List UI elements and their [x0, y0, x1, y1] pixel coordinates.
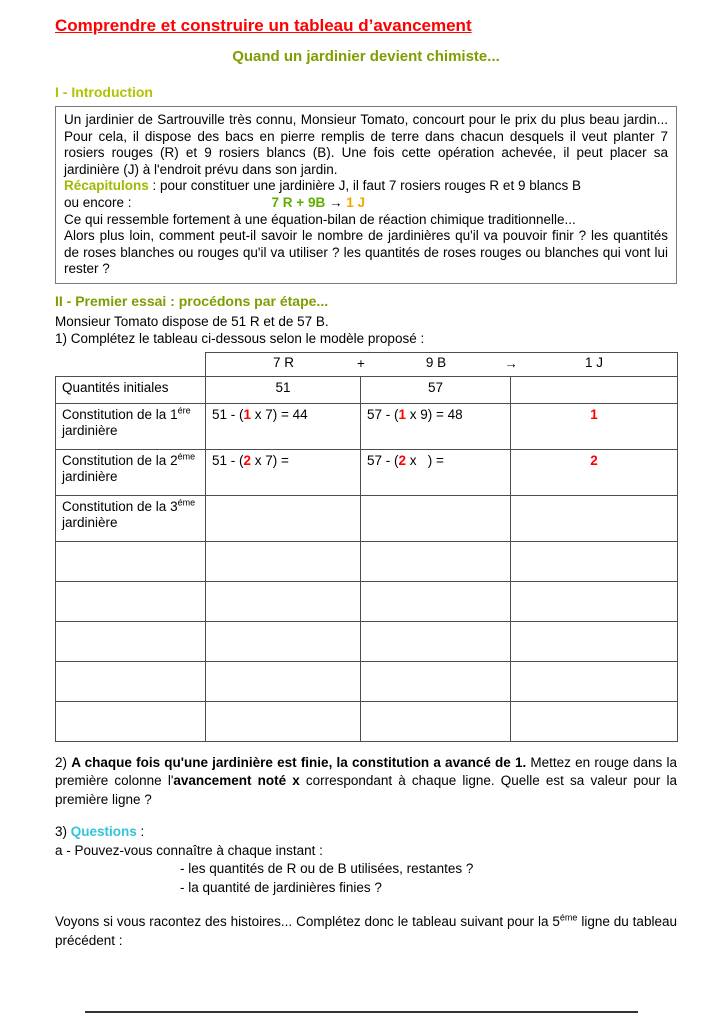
closing-paragraph: Voyons si vous racontez des histoires... Complétez donc le tableau suivant pour la $5^{éme}$ ligne du tableau précédent : [55, 912, 677, 948]
r-value-cell [206, 541, 361, 581]
row-label-cell [56, 541, 206, 581]
recap-line: Récapitulons : pour constituer une jardinière J, il faut 7 rosiers rouges R et 9 blancs B [64, 178, 581, 194]
row-label-cell: Quantités initiales [56, 376, 206, 403]
b-value-cell [361, 621, 511, 661]
table-row [56, 376, 678, 403]
question-3a-line: a - Pouvez-vous connaître à chaque instant : [55, 842, 323, 858]
advancement-table [55, 352, 678, 742]
j-value-cell [511, 541, 678, 581]
row-label-cell [56, 661, 206, 701]
section-heading-premier-essai: II - Premier essai : procédons par étape... [55, 292, 329, 309]
table-row [56, 495, 678, 541]
b-value-cell [361, 581, 511, 621]
document-subtitle: Quand un jardinier devient chimiste... [232, 48, 500, 65]
reaction-equation: 7 R + 9B → 1 J [271, 194, 365, 210]
row-label-cell: Constitution de la $2^{éme}$ jardinière [56, 449, 206, 495]
product-j-header: 1 J [585, 354, 604, 370]
disposition-line: Monsieur Tomato dispose de 51 R et de 57 B. [55, 313, 329, 329]
j-value-cell: 1 [511, 403, 678, 449]
table-row-empty [56, 581, 678, 621]
j-value-cell [511, 581, 678, 621]
plus-operator: + [357, 355, 365, 371]
b-value-cell: 57 - (1 x 9) = 48 [361, 403, 511, 449]
arrow-operator: → [504, 355, 518, 371]
row-label-cell [56, 701, 206, 741]
instruction-line: 1) Complétez le tableau ci-dessous selon le modèle proposé : [55, 331, 425, 347]
b-value-cell [361, 541, 511, 581]
table-row [56, 403, 678, 449]
document-title: Comprendre et construire un tableau d’avancement [55, 16, 472, 35]
j-value-cell [511, 701, 678, 741]
j-value-cell: 2 [511, 449, 678, 495]
r-value-cell [206, 495, 361, 541]
j-value-cell [511, 376, 678, 403]
r-value-cell [206, 621, 361, 661]
table-row-empty [56, 541, 678, 581]
j-value-cell [511, 661, 678, 701]
intro-paragraph-1: Un jardinier de Sartrouville très connu, Monsieur Tomato, concourt pour le prix du plus beau jardin... Pour cela, il dispose des bacs en pierre remplis de terre dans chacun desquels il veut planter 7 rosiers rouges (R) et 9 rosiers blancs (B). Une fois cette opération achevée, il peut placer sa jardinière (J) à l'endroit prévu dans son jardin. [64, 112, 668, 177]
j-value-cell [511, 495, 678, 541]
row-label-cell [56, 581, 206, 621]
introduction-box [55, 106, 677, 284]
equation-header-cell [206, 352, 678, 376]
row-label-cell [56, 621, 206, 661]
table-equation-row [56, 352, 678, 376]
r-value-cell [206, 661, 361, 701]
b-value-cell [361, 495, 511, 541]
equation-line [64, 195, 668, 212]
r-value-cell [206, 581, 361, 621]
table-row [56, 449, 678, 495]
table-row-empty [56, 701, 678, 741]
b-value-cell: 57 [361, 376, 511, 403]
r-value-cell [206, 701, 361, 741]
section-heading-introduction: I - Introduction [55, 84, 153, 100]
reactant-r-header: 7 R [272, 354, 294, 370]
question-3a-item: - la quantité de jardinières finies ? [180, 879, 382, 895]
ou-encore-label: ou encore : [64, 194, 132, 210]
b-value-cell: 57 - (2 x ) = [361, 449, 511, 495]
intro-paragraph-2: Ce qui ressemble fortement à une équation-bilan de réaction chimique traditionnelle... [64, 211, 576, 227]
j-value-cell [511, 621, 678, 661]
row-label-cell: Constitution de la $1^{ére}$ jardinière [56, 403, 206, 449]
question-3a-item: - les quantités de R ou de B utilisées, restantes ? [180, 861, 474, 877]
r-value-cell: 51 - (2 x 7) = [206, 449, 361, 495]
question-3-label: 3) Questions : [55, 824, 145, 840]
r-value-cell: 51 - (1 x 7) = 44 [206, 403, 361, 449]
reactant-b-header: 9 B [425, 354, 447, 370]
next-table-top-border [85, 1011, 638, 1013]
equation-row-spacer-cell [56, 352, 206, 376]
equation-header-segments [206, 355, 677, 371]
r-value-cell: 51 [206, 376, 361, 403]
intro-paragraph-3: Alors plus loin, comment peut-il savoir le nombre de jardinières qu'il va pouvoir finir ? les quantités de roses blanches ou rouges qu'il va utiliser ? les quantités de roses rouges ou blanches qui vont lui rester ? [64, 228, 668, 277]
row-label-cell: Constitution de la $3^{éme}$ jardinière [56, 495, 206, 541]
table-row-empty [56, 621, 678, 661]
question-2-paragraph: 2) A chaque fois qu'une jardinière est finie, la constitution a avancé de 1. Mettez en rouge dans la première colonne l'avancement noté x correspondant à chaque ligne. Quelle est sa valeur pour la première ligne ? [55, 754, 677, 807]
b-value-cell [361, 701, 511, 741]
table-row-empty [56, 661, 678, 701]
b-value-cell [361, 661, 511, 701]
